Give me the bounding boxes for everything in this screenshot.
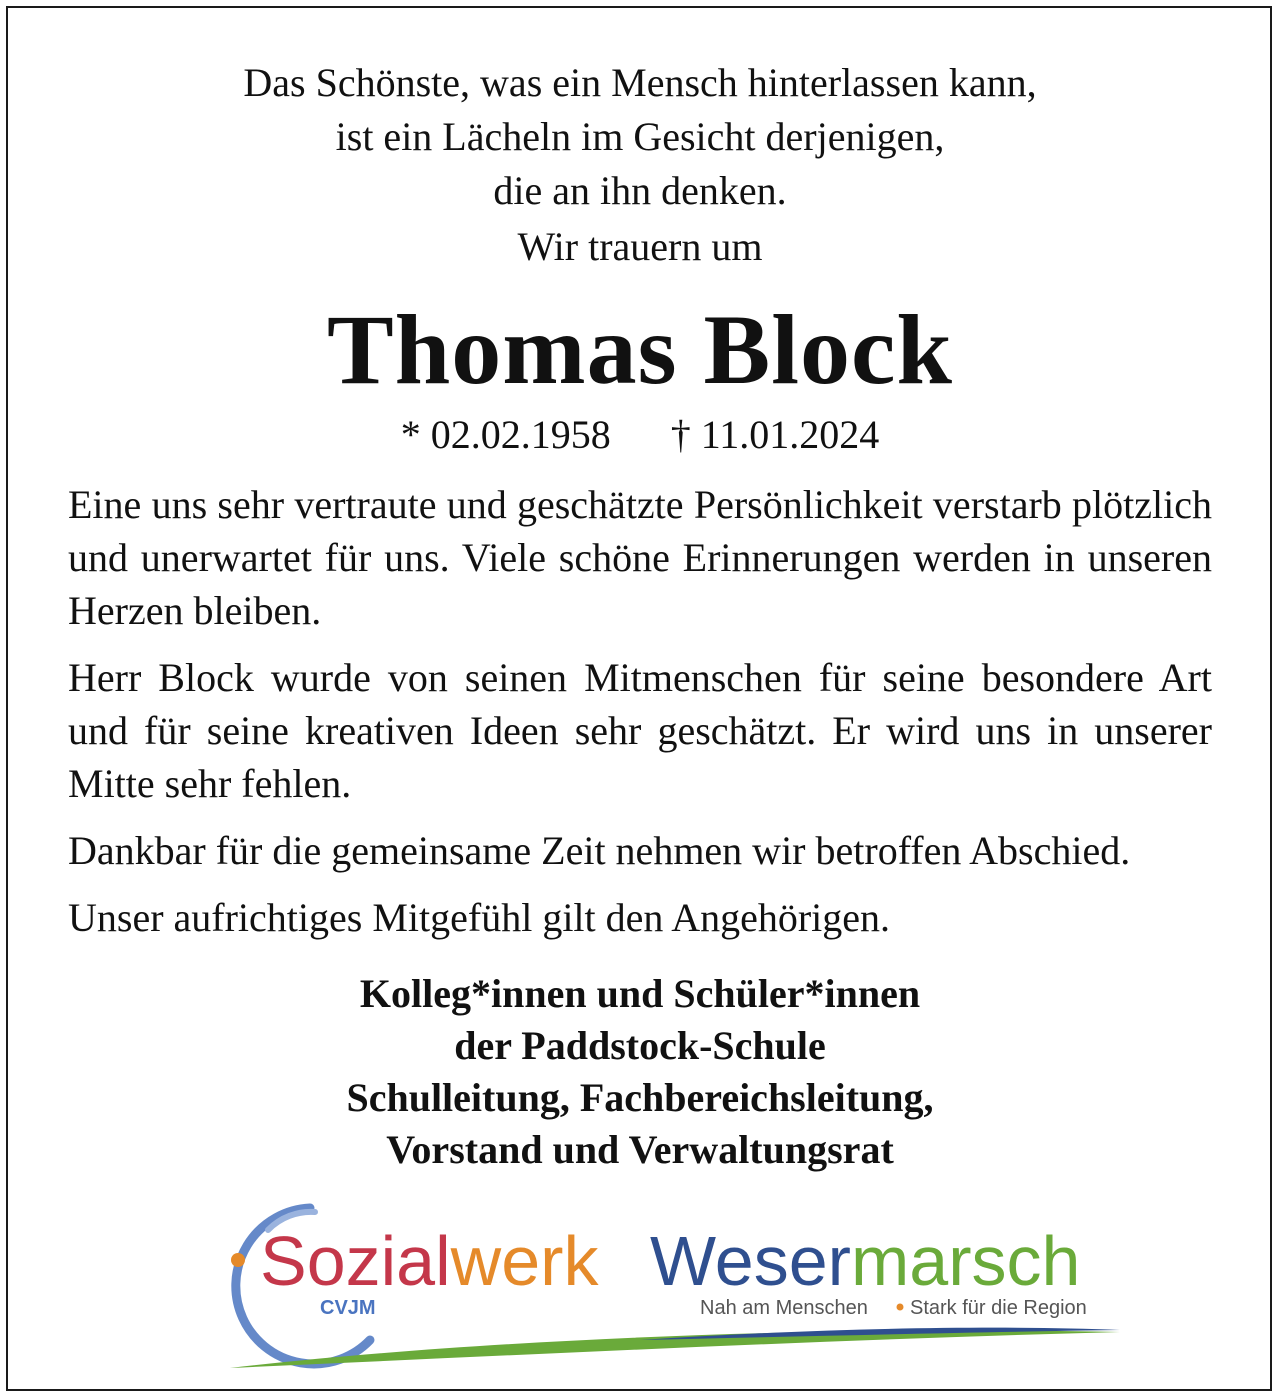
logo-tagline-a: Nah am Menschen bbox=[700, 1297, 868, 1319]
motto-line: Das Schönste, was ein Mensch hinterlassen kann, bbox=[243, 60, 1037, 105]
paragraph: Unser aufrichtiges Mitgefühl gilt den Angehörigen. bbox=[68, 895, 891, 940]
signatory-line: Schulleitung, Fachbereichsleitung, bbox=[346, 1075, 934, 1120]
paragraph: Dankbar für die gemeinsame Zeit nehmen wir betroffen Abschied. bbox=[68, 828, 1131, 873]
sozialwerk-logo bbox=[220, 1190, 1120, 1375]
birth-date: * 02.02.1958 bbox=[400, 412, 611, 457]
logo-word-marsch: marsch bbox=[850, 1222, 1081, 1300]
notice-body bbox=[68, 478, 1212, 958]
paragraph: Herr Block wurde von seinen Mitmenschen für seine besondere Art und für seine kreativen Ideen sehr geschätzt. Er wird uns in unserer Mitte sehr fehlen. bbox=[68, 655, 1212, 806]
logo-dot bbox=[231, 1253, 245, 1267]
paragraph: Eine uns sehr vertraute und geschätzte Persönlichkeit verstarb plötzlich und unerwartet für uns. Viele schöne Erinnerungen werden in unseren Herzen bleiben. bbox=[68, 482, 1212, 633]
logo-word-weser: Weser bbox=[650, 1222, 851, 1300]
deceased-name: Thomas Block bbox=[326, 294, 953, 405]
logo-word-sozial: Sozial bbox=[260, 1222, 451, 1300]
motto-line: ist ein Lächeln im Gesicht derjenigen, bbox=[335, 114, 945, 159]
tagline-dot bbox=[897, 1304, 904, 1311]
death-date: † 11.01.2024 bbox=[670, 412, 880, 457]
logo-wordmark-2 bbox=[650, 1222, 1080, 1300]
signatory-line: Kolleg*innen und Schüler*innen bbox=[359, 971, 921, 1016]
logo-sub: CVJM bbox=[320, 1297, 376, 1319]
logo-word-werk: werk bbox=[450, 1222, 599, 1300]
motto-line: die an ihn denken. bbox=[493, 168, 787, 213]
life-dates bbox=[0, 408, 1280, 462]
mourn-line: Wir trauern um bbox=[517, 224, 763, 269]
motto-verse bbox=[0, 56, 1280, 218]
signatory-line: Vorstand und Verwaltungsrat bbox=[386, 1127, 894, 1172]
signatories bbox=[0, 968, 1280, 1176]
logo-tagline-b: Stark für die Region bbox=[910, 1297, 1087, 1319]
signatory-line: der Paddstock-Schule bbox=[454, 1023, 826, 1068]
logo-wordmark bbox=[260, 1222, 599, 1300]
